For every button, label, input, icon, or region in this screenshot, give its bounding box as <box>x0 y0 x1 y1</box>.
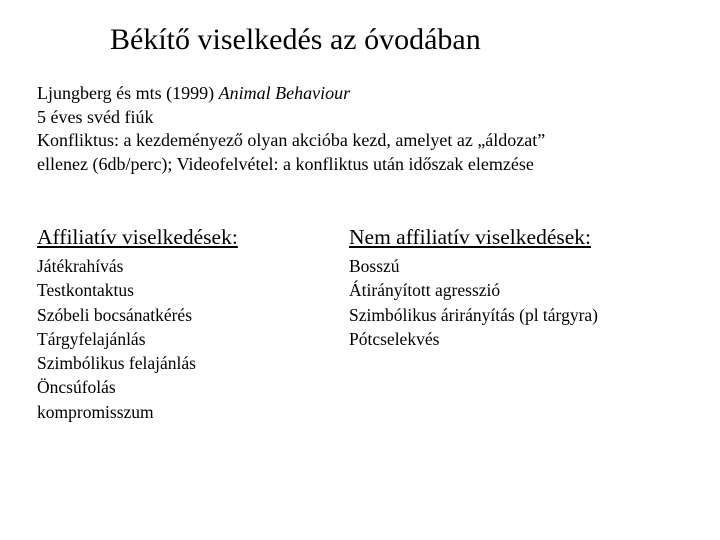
affiliative-list <box>37 254 327 424</box>
non-affiliative-list <box>349 254 689 351</box>
conflict-definition-line: Konfliktus: a kezdeményező olyan akcióba kezd, amelyet az „áldozat” <box>37 130 546 150</box>
citation-journal: Animal Behaviour <box>218 83 351 103</box>
affiliative-item: Játékrahívás <box>37 256 124 276</box>
intro-text <box>37 82 697 176</box>
non-affiliative-item: Átirányított agresszió <box>349 280 501 301</box>
non-affiliative-column <box>349 224 689 351</box>
method-line: ellenez (6db/perc); Videofelvétel: a konfliktus után időszak elemzése <box>37 153 534 174</box>
affiliative-item: kompromisszum <box>37 401 154 422</box>
non-affiliative-item: Bosszú <box>349 256 400 276</box>
affiliative-heading: Affiliatív viselkedések: <box>37 225 238 249</box>
affiliative-column <box>37 224 327 424</box>
affiliative-item: Öncsúfolás <box>37 377 116 398</box>
affiliative-item: Szóbeli bocsánatkérés <box>37 304 193 325</box>
non-affiliative-item: Szimbólikus árirányítás (pl tárgyra) <box>349 304 598 325</box>
affiliative-item: Testkontaktus <box>37 280 134 301</box>
non-affiliative-heading: Nem affiliatív viselkedések: <box>349 225 592 249</box>
affiliative-item: Tárgyfelajánlás <box>37 328 146 349</box>
citation-authors: Ljungberg és mts (1999) <box>37 83 219 103</box>
non-affiliative-item: Pótcselekvés <box>349 328 440 349</box>
affiliative-item: Szimbólikus felajánlás <box>37 353 196 374</box>
subjects-line: 5 éves svéd fiúk <box>37 106 154 127</box>
slide-title: Békítő viselkedés az óvodában <box>110 23 481 56</box>
citation-line <box>37 82 697 106</box>
